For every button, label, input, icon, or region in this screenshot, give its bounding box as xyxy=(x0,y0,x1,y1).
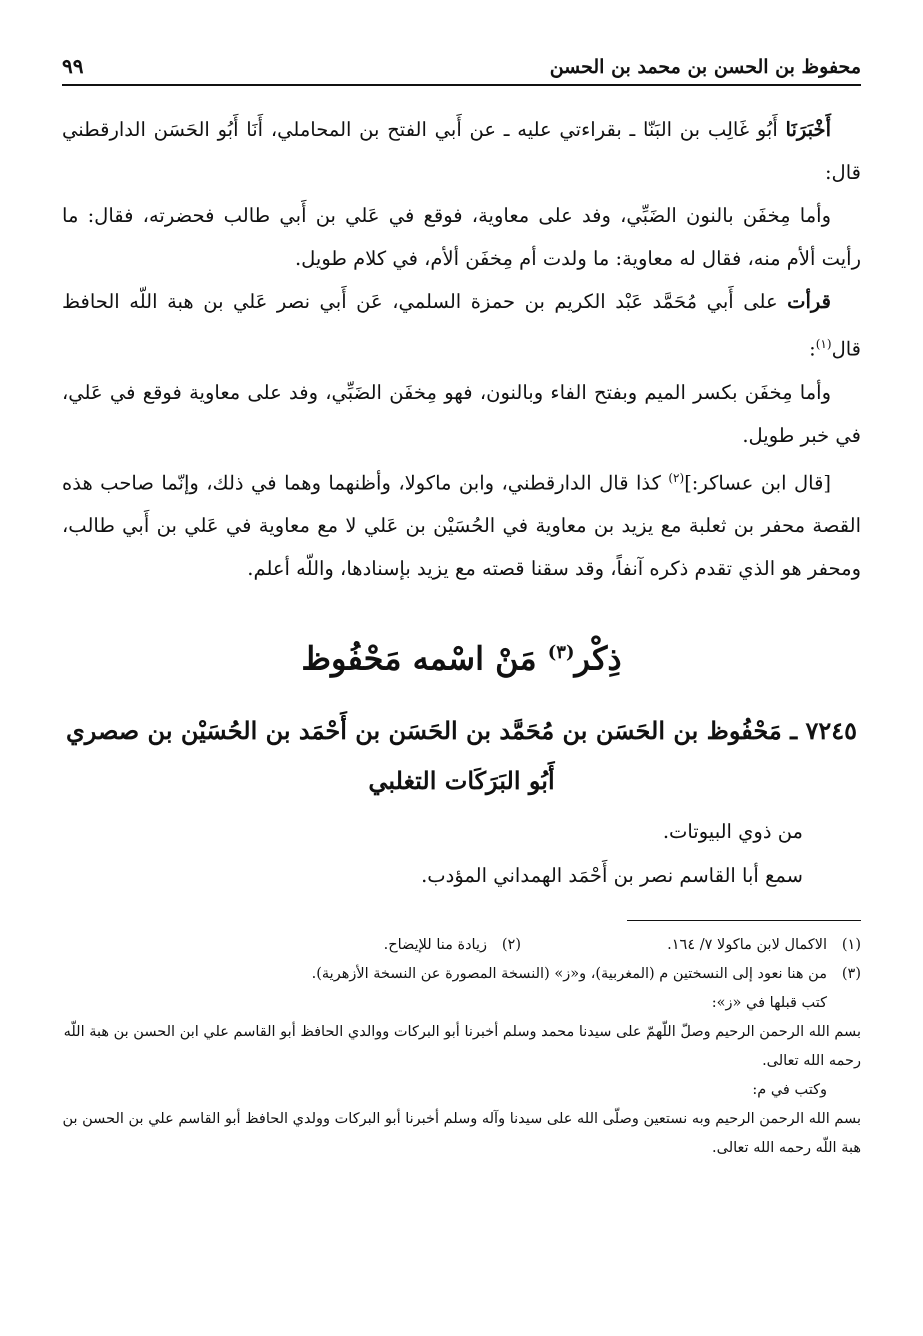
footnote-number: (١) xyxy=(841,937,861,953)
paragraph-lead: قرأت xyxy=(787,290,831,313)
footnote-3 xyxy=(62,960,861,989)
paragraph-text: أَبُو غَالِب بن البَنّا ـ بقراءتي عليه ـ عن أَبي الفتح بن المحاملي، أَنَا أَبُو الحَسَن الدارقطني قال: xyxy=(62,118,861,184)
entry-body xyxy=(62,810,861,898)
entry-line: سمع أبا القاسم نصر بن أَحْمَد الهمداني المؤدب. xyxy=(421,864,803,887)
paragraph-text: على أَبي مُحَمَّد عَبْد الكريم بن حمزة السلمي، عَن أَبي نصر عَلي بن هبة اللّه الحافظ قال xyxy=(62,290,861,361)
paragraph-text: [قال ابن عساكر:] xyxy=(684,471,831,494)
footnote-3-text-2: بسم الله الرحمن الرحيم وبه نستعين وصلّى الله على سيدنا وآله وسلم أخبرنا أبو البركات وولدي الحافظ أبو القاسم علي بن الحسن بن هبة اللّه رحمه الله تعالى. xyxy=(62,1111,861,1156)
paragraph-text: وأما مِخفَن بالنون الضَبِّي، وفد على معاوية، فوقع في عَلي بن أَبي طالب فحضرته، فقال: ما رأيت ألأم منه، فقال له معاوية: ما ولدت أم مِخفَن ألأم، في كلام طويل. xyxy=(62,204,861,270)
page-number: ٩٩ xyxy=(62,54,84,78)
footnote-marker: (٢) xyxy=(668,470,685,485)
paragraph-5 xyxy=(62,457,861,591)
footnote-text: زيادة منا للإيضاح. xyxy=(383,937,487,953)
footnote-row-1-2 xyxy=(62,931,861,960)
footnote-text: الاكمال لابن ماكولا ٧/ ١٦٤. xyxy=(667,937,827,953)
entry-heading-line-1: ٧٢٤٥ ـ مَحْفُوظ بن الحَسَن بن مُحَمَّد بن الحَسَن بن أَحْمَد بن الحُسَيْن بن صصري xyxy=(65,716,858,745)
paragraph-text-after: : xyxy=(809,337,816,361)
footnote-marker: (١) xyxy=(815,337,832,351)
paragraph-text-after: كذا قال الدارقطني، وابن ماكولا، وأظنهما وهما في ذلك، وإنّما صاحب هذه القصة محفر بن ثعلبة مع يزيد بن معاوية في الحُسَيْن بن عَلي لا مع معاوية في عَلي بن أَبي طالب، ومحفر هو الذي تقدم ذكره آنفاً، وقد سقنا قصته مع يزيد بإسنادها، واللّه أعلم. xyxy=(62,471,861,580)
paragraph-4 xyxy=(62,371,861,457)
footnotes xyxy=(62,931,861,1163)
page-header xyxy=(62,48,861,86)
paragraph-3 xyxy=(62,280,861,371)
book-page xyxy=(62,48,861,1163)
footnote-3-text-1: بسم الله الرحمن الرحيم وصلّ اللّهمّ على سيدنا محمد وسلم أخبرنا أبو البركات ووالدي الحافظ أبو القاسم علي ابن الحسن بن هبة اللّه رحمه الله تعالى. xyxy=(63,1024,861,1069)
paragraph-lead: أَخْبَرَنَا xyxy=(785,118,831,141)
footnote-number: (٢) xyxy=(501,937,521,953)
footnote-1 xyxy=(521,931,861,960)
footnote-2 xyxy=(181,931,521,960)
footnote-marker: (٣) xyxy=(547,642,575,663)
footnote-text: من هنا نعود إلى النسختين م (المغربية)، و«ز» (النسخة المصورة عن النسخة الأزهرية). xyxy=(311,966,827,982)
paragraph-text: وأما مِخفَن بكسر الميم وبفتح الفاء وبالنون، فهو مِخفَن الضَبِّي، وفد على معاوية فوقع في عَلي، في خبر طويل. xyxy=(62,380,861,447)
section-heading-word: ذِكْر xyxy=(574,639,622,678)
paragraph-1 xyxy=(62,108,861,194)
running-title: محفوظ بن الحسن بن محمد بن الحسن xyxy=(549,56,861,78)
main-text xyxy=(62,108,861,590)
footnote-3-label-2: وكتب في م: xyxy=(752,1082,827,1098)
entry-heading-line-2: أَبُو البَرَكَات التغلبي xyxy=(368,766,555,795)
paragraph-2 xyxy=(62,194,861,280)
footnote-rule xyxy=(627,920,861,921)
entry-line: من ذوي البيوتات. xyxy=(662,820,803,843)
footnote-3-label-1: كتب قبلها في «ز»: xyxy=(711,995,827,1011)
entry-heading xyxy=(62,706,861,806)
footnote-number: (٣) xyxy=(841,966,861,982)
section-heading xyxy=(62,618,861,688)
section-heading-rest: مَنْ اسْمه مَحْفُوظ xyxy=(301,639,548,678)
